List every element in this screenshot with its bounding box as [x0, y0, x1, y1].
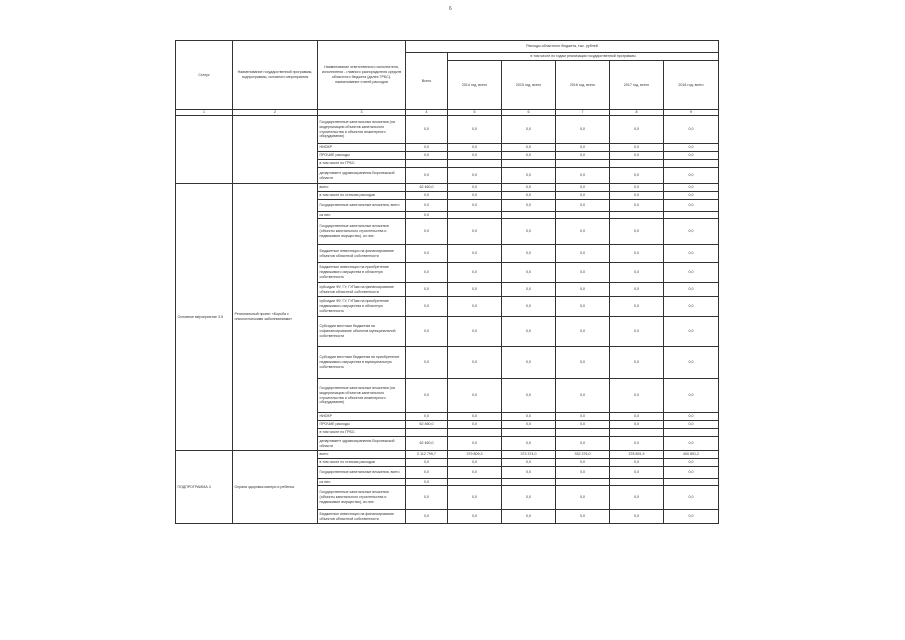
total-value-cell: 62 460,0	[406, 437, 448, 451]
year-value-cell: 0,0	[610, 192, 664, 200]
table-row	[176, 116, 719, 144]
year-value-cell	[556, 212, 610, 219]
year-value-cell	[664, 479, 719, 486]
total-value-cell: 0,0	[406, 263, 448, 283]
year-value-cell: 0,0	[556, 297, 610, 317]
year-value-cell: 0,0	[610, 152, 664, 160]
year-value-cell: 0,0	[556, 379, 610, 413]
year-value-cell: 0,0	[502, 459, 556, 467]
year-value-cell: 0,0	[502, 116, 556, 144]
expense-source-cell: Государственные капитальные вложения (объекты капитального строительства и недвижимое имущество), из них:	[318, 219, 406, 245]
year-value-cell	[664, 160, 719, 168]
year-value-cell: 0,0	[502, 152, 556, 160]
column-number: 9	[664, 110, 719, 116]
year-value-cell: 0,0	[610, 116, 664, 144]
year-value-cell: 0,0	[556, 168, 610, 184]
year-value-cell: 0,0	[664, 263, 719, 283]
total-value-cell: 0,0	[406, 510, 448, 524]
year-value-cell	[502, 479, 556, 486]
year-value-cell	[664, 429, 719, 437]
year-value-cell: 0,0	[556, 437, 610, 451]
column-number: 6	[502, 110, 556, 116]
year-value-cell: 0,0	[610, 510, 664, 524]
year-value-cell: 0,0	[556, 459, 610, 467]
total-value-cell: 0,0	[406, 467, 448, 479]
year-value-cell: 0,0	[664, 152, 719, 160]
year-value-cell: 0,0	[556, 347, 610, 379]
year-value-cell: 0,0	[556, 144, 610, 152]
total-value-cell: 2 112 799,7	[406, 451, 448, 459]
year-value-cell: 0,0	[610, 144, 664, 152]
total-value-cell: 0,0	[406, 347, 448, 379]
year-value-cell: 0,0	[556, 486, 610, 510]
year-value-cell: 0,0	[664, 168, 719, 184]
header-year: 2017 год, всего	[610, 61, 664, 110]
year-value-cell: 0,0	[448, 192, 502, 200]
year-value-cell: 0,0	[664, 510, 719, 524]
year-value-cell: 373 374,0	[502, 451, 556, 459]
year-value-cell: 0,0	[664, 317, 719, 347]
year-value-cell: 0,0	[448, 437, 502, 451]
expense-source-cell: ПРОЧИЕ расходы	[318, 421, 406, 429]
page-number: 6	[449, 6, 452, 12]
expense-source-cell: всего	[318, 451, 406, 459]
total-value-cell	[406, 429, 448, 437]
block-status-cell: Основное мероприятие 3.5	[176, 184, 233, 451]
year-value-cell	[502, 429, 556, 437]
year-value-cell: 0,0	[502, 245, 556, 263]
block-status-cell: ПОДПРОГРАММА 4	[176, 451, 233, 524]
header-year: 2018 год, всего	[664, 61, 719, 110]
year-value-cell	[610, 429, 664, 437]
year-value-cell	[556, 479, 610, 486]
year-value-cell: 0,0	[664, 379, 719, 413]
year-value-cell: 0,0	[664, 347, 719, 379]
expense-source-cell: Бюджетные инвестиции на финансирование объектов областной собственности	[318, 510, 406, 524]
year-value-cell: 0,0	[610, 184, 664, 192]
year-value-cell: 0,0	[448, 297, 502, 317]
year-value-cell: 0,0	[448, 317, 502, 347]
expense-source-cell: в том числе по статьям расходов	[318, 192, 406, 200]
year-value-cell: 0,0	[448, 413, 502, 421]
year-value-cell: 0,0	[448, 263, 502, 283]
expense-source-cell: Государственные капитальные вложения (объекты капитального строительства и недвижимое имущество), из них:	[318, 486, 406, 510]
year-value-cell: 0,0	[664, 413, 719, 421]
budget-table	[175, 40, 719, 524]
year-value-cell: 0,0	[502, 297, 556, 317]
year-value-cell: 0,0	[502, 347, 556, 379]
year-value-cell: 0,0	[448, 144, 502, 152]
block-name-cell: Охрана здоровья матери и ребенка	[233, 451, 318, 524]
year-value-cell: 0,0	[448, 116, 502, 144]
year-value-cell: 0,0	[664, 116, 719, 144]
header-status: Статус	[176, 41, 233, 110]
header-total: Всего	[406, 53, 448, 110]
block-name-cell	[233, 116, 318, 184]
year-value-cell	[448, 160, 502, 168]
year-value-cell: 0,0	[664, 219, 719, 245]
expense-source-cell: НИОКР	[318, 413, 406, 421]
expense-source-cell: Государственные капитальные вложения (на модернизацию объектов капитального строительства и объектов инженерного оборудования)	[318, 116, 406, 144]
year-value-cell: 0,0	[502, 413, 556, 421]
column-number: 5	[448, 110, 502, 116]
header-budget-group: Расходы областного бюджета, тыс. рублей	[406, 41, 719, 53]
year-value-cell	[502, 160, 556, 168]
column-number: 8	[610, 110, 664, 116]
year-value-cell	[610, 479, 664, 486]
year-value-cell: 0,0	[556, 283, 610, 297]
expense-source-cell: в том числе по ГРБС:	[318, 160, 406, 168]
year-value-cell: 0,0	[502, 283, 556, 297]
year-value-cell: 0,0	[610, 486, 664, 510]
year-value-cell: 0,0	[448, 200, 502, 212]
year-value-cell: 0,0	[610, 263, 664, 283]
total-value-cell: 0,0	[406, 413, 448, 421]
expense-source-cell: субсидии ФУ, ГУ, ГУПам на финансирование объектов областной собственности	[318, 283, 406, 297]
total-value-cell: 0,0	[406, 479, 448, 486]
year-value-cell: 0,0	[610, 467, 664, 479]
year-value-cell: 332 376,0	[556, 451, 610, 459]
expense-source-cell: всего	[318, 184, 406, 192]
total-value-cell: 0,0	[406, 379, 448, 413]
column-number: 4	[406, 110, 448, 116]
year-value-cell	[502, 212, 556, 219]
year-value-cell: 0,0	[610, 297, 664, 317]
year-value-cell: 0,0	[610, 200, 664, 212]
year-value-cell: 0,0	[556, 192, 610, 200]
block-name-cell: Региональный проект «Борьба с онкологическими заболеваниями»	[233, 184, 318, 451]
year-value-cell	[448, 429, 502, 437]
year-value-cell: 0,0	[502, 437, 556, 451]
header-sub-group: в том числе по годам реализации государственной программы	[448, 53, 719, 61]
year-value-cell: 0,0	[664, 459, 719, 467]
year-value-cell: 0,0	[610, 317, 664, 347]
expense-source-cell: Государственные капитальные вложения, всего	[318, 467, 406, 479]
year-value-cell: 0,0	[502, 144, 556, 152]
year-value-cell	[448, 212, 502, 219]
year-value-cell: 0,0	[664, 192, 719, 200]
year-value-cell: 0,0	[502, 263, 556, 283]
year-value-cell: 0,0	[448, 184, 502, 192]
year-value-cell: 0,0	[556, 467, 610, 479]
year-value-cell: 0,0	[502, 200, 556, 212]
expense-source-cell: из них:	[318, 479, 406, 486]
year-value-cell: 0,0	[556, 510, 610, 524]
year-value-cell: 0,0	[610, 459, 664, 467]
year-value-cell: 0,0	[448, 467, 502, 479]
expense-source-cell: Государственные капитальные вложения, всего	[318, 200, 406, 212]
year-value-cell: 0,0	[610, 421, 664, 429]
block-status-cell	[176, 116, 233, 184]
year-value-cell: 0,0	[664, 144, 719, 152]
year-value-cell: 0,0	[664, 467, 719, 479]
year-value-cell: 379 809,3	[448, 451, 502, 459]
expense-source-cell: из них:	[318, 212, 406, 219]
column-number: 2	[233, 110, 318, 116]
year-value-cell	[610, 160, 664, 168]
year-value-cell: 378 891,9	[610, 451, 664, 459]
table-row	[176, 451, 719, 459]
year-value-cell: 0,0	[502, 168, 556, 184]
year-value-cell: 0,0	[502, 379, 556, 413]
year-value-cell: 400 891,2	[664, 451, 719, 459]
total-value-cell: 0,0	[406, 245, 448, 263]
year-value-cell: 0,0	[610, 437, 664, 451]
year-value-cell	[556, 429, 610, 437]
expense-source-cell: субсидии ФУ, ГУ, ГУПам на приобретение недвижимого имущества в областную собственность	[318, 297, 406, 317]
year-value-cell: 0,0	[448, 283, 502, 297]
year-value-cell: 0,0	[556, 413, 610, 421]
year-value-cell: 0,0	[448, 219, 502, 245]
year-value-cell: 0,0	[556, 116, 610, 144]
year-value-cell: 0,0	[448, 421, 502, 429]
expense-source-cell: Субсидии местным бюджетам на приобретение недвижимого имущества в муниципальную собственность	[318, 347, 406, 379]
year-value-cell	[448, 479, 502, 486]
total-value-cell: 0,0	[406, 486, 448, 510]
year-value-cell: 0,0	[502, 184, 556, 192]
year-value-cell: 0,0	[502, 467, 556, 479]
year-value-cell: 0,0	[556, 184, 610, 192]
header-name: Наименование государственной программы, подпрограммы, основного мероприятия	[233, 41, 318, 110]
expense-source-cell: НИОКР	[318, 144, 406, 152]
year-value-cell: 0,0	[610, 283, 664, 297]
year-value-cell: 0,0	[448, 152, 502, 160]
year-value-cell: 0,0	[610, 413, 664, 421]
column-number: 7	[556, 110, 610, 116]
year-value-cell: 0,0	[448, 245, 502, 263]
year-value-cell: 0,0	[502, 421, 556, 429]
year-value-cell: 0,0	[448, 510, 502, 524]
year-value-cell: 0,0	[556, 245, 610, 263]
total-value-cell: 0,0	[406, 116, 448, 144]
total-value-cell: 0,0	[406, 459, 448, 467]
column-number: 3	[318, 110, 406, 116]
year-value-cell	[556, 160, 610, 168]
expense-source-cell: Бюджетные инвестиции на приобретение недвижимого имущества в областную собственность	[318, 263, 406, 283]
year-value-cell: 0,0	[610, 379, 664, 413]
year-value-cell: 0,0	[448, 486, 502, 510]
total-value-cell: 0,0	[406, 219, 448, 245]
expense-source-cell: ПРОЧИЕ расходы	[318, 152, 406, 160]
expense-source-cell: Бюджетные инвестиции на финансирование объектов областной собственности	[318, 245, 406, 263]
year-value-cell: 0,0	[664, 421, 719, 429]
year-value-cell: 0,0	[502, 486, 556, 510]
year-value-cell: 0,0	[448, 459, 502, 467]
column-number: 1	[176, 110, 233, 116]
year-value-cell: 0,0	[664, 297, 719, 317]
year-value-cell: 0,0	[664, 283, 719, 297]
year-value-cell: 0,0	[664, 437, 719, 451]
total-value-cell: 0,0	[406, 144, 448, 152]
year-value-cell: 0,0	[556, 200, 610, 212]
total-value-cell: 0,0	[406, 317, 448, 347]
year-value-cell: 0,0	[556, 219, 610, 245]
header-source: Наименование ответственного исполнителя, исполнителя - главного распорядителя средств областного бюджета (далее ГРБС), наименование статей расходов	[318, 41, 406, 110]
total-value-cell: 0,0	[406, 200, 448, 212]
expense-source-cell: департамент здравоохранения Воронежской области	[318, 437, 406, 451]
expense-source-cell: Государственные капитальные вложения (на модернизацию объектов капитального строительства и объектов инженерного оборудования)	[318, 379, 406, 413]
header-year: 2015 год, всего	[502, 61, 556, 110]
year-value-cell: 0,0	[610, 168, 664, 184]
total-value-cell: 0,0	[406, 168, 448, 184]
year-value-cell: 0,0	[556, 317, 610, 347]
expense-source-cell: департамент здравоохранения Воронежской области	[318, 168, 406, 184]
total-value-cell	[406, 160, 448, 168]
year-value-cell: 0,0	[610, 347, 664, 379]
year-value-cell: 0,0	[556, 421, 610, 429]
header-year: 2014 год, всего	[448, 61, 502, 110]
year-value-cell: 0,0	[664, 184, 719, 192]
total-value-cell: 0,0	[406, 212, 448, 219]
total-value-cell: 0,0	[406, 152, 448, 160]
year-value-cell: 0,0	[502, 219, 556, 245]
year-value-cell: 0,0	[664, 245, 719, 263]
year-value-cell: 0,0	[448, 168, 502, 184]
total-value-cell: 62 460,0	[406, 184, 448, 192]
year-value-cell: 0,0	[448, 379, 502, 413]
table-body	[176, 116, 719, 524]
year-value-cell	[610, 212, 664, 219]
expense-source-cell: Субсидии местным бюджетам на софинансирование объектов муниципальной собственности	[318, 317, 406, 347]
year-value-cell: 0,0	[556, 152, 610, 160]
year-value-cell	[664, 212, 719, 219]
year-value-cell: 0,0	[448, 347, 502, 379]
total-value-cell: 0,0	[406, 297, 448, 317]
year-value-cell: 0,0	[502, 317, 556, 347]
year-value-cell: 0,0	[556, 263, 610, 283]
total-value-cell: 0,0	[406, 283, 448, 297]
year-value-cell: 0,0	[502, 510, 556, 524]
expense-source-cell: в том числе по статьям расходов	[318, 459, 406, 467]
year-value-cell: 0,0	[610, 245, 664, 263]
year-value-cell: 0,0	[664, 200, 719, 212]
year-value-cell: 0,0	[610, 219, 664, 245]
header-year: 2016 год, всего	[556, 61, 610, 110]
table-row	[176, 184, 719, 192]
year-value-cell: 0,0	[502, 192, 556, 200]
year-value-cell: 0,0	[664, 486, 719, 510]
expense-source-cell: в том числе по ГРБС:	[318, 429, 406, 437]
total-value-cell: 0,0	[406, 192, 448, 200]
total-value-cell: 62 460,0	[406, 421, 448, 429]
